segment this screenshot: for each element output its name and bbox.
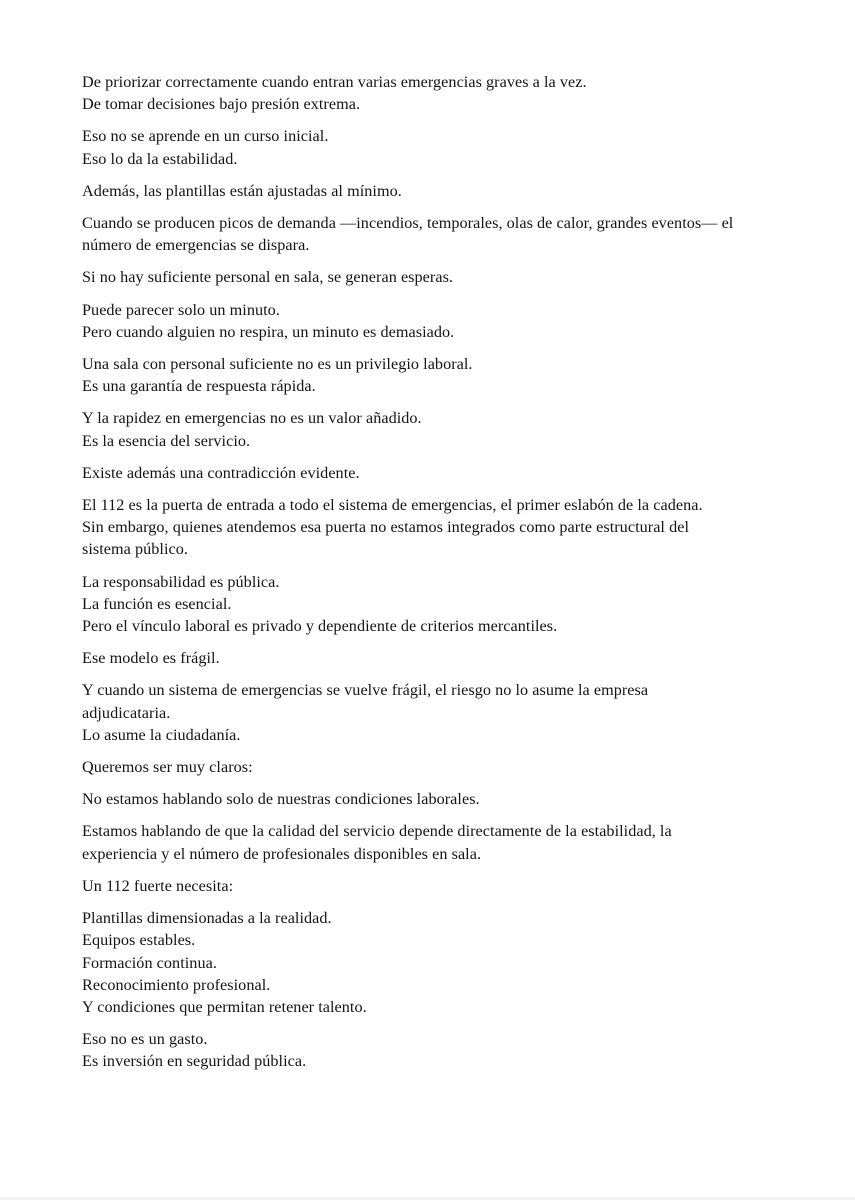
text-line: Un 112 fuerte necesita: (82, 876, 234, 895)
text-line: El 112 es la puerta de entrada a todo el sistema de emergencias, el primer eslabón de la cadena. (82, 496, 703, 515)
text-line: Lo asume la ciudadanía. (82, 725, 241, 744)
text-line: Sin embargo, quienes atendemos esa puerta no estamos integrados como parte estructural del (82, 518, 690, 537)
text-line: Es inversión en seguridad pública. (82, 1052, 307, 1071)
text-line: experiencia y el número de profesionales disponibles en sala. (82, 844, 482, 863)
text-line: Puede parecer solo un minuto. (82, 300, 280, 319)
paragraph (82, 462, 782, 484)
text-line: número de emergencias se dispara. (82, 236, 310, 255)
paragraph (82, 571, 782, 638)
text-line: De tomar decisiones bajo presión extrema. (82, 95, 361, 114)
paragraph (82, 71, 782, 115)
paragraph (82, 875, 782, 897)
paragraph (82, 679, 782, 746)
text-line: Queremos ser muy claros: (82, 758, 253, 777)
paragraph (82, 788, 782, 810)
text-line: De priorizar correctamente cuando entran varias emergencias graves a la vez. (82, 73, 587, 91)
text-line: Si no hay suficiente personal en sala, se generan esperas. (82, 268, 454, 287)
text-line: sistema público. (82, 540, 189, 559)
paragraph (82, 266, 782, 288)
text-line: Eso no se aprende en un curso inicial. (82, 127, 329, 146)
paragraph (82, 125, 782, 169)
text-line: adjudicataria. (82, 703, 171, 722)
text-line: Existe además una contradicción evidente. (82, 463, 360, 482)
text-line: Equipos estables. (82, 931, 196, 950)
text-line: Estamos hablando de que la calidad del servicio depende directamente de la estabilidad, la (82, 822, 672, 841)
text-line: Es una garantía de respuesta rápida. (82, 377, 316, 396)
document-body (82, 71, 782, 1083)
paragraph (82, 820, 782, 864)
text-line: Plantillas dimensionadas a la realidad. (82, 909, 332, 928)
paragraph (82, 407, 782, 451)
paragraph (82, 212, 782, 256)
text-line: Y la rapidez en emergencias no es un valor añadido. (82, 409, 422, 428)
text-line: Y condiciones que permitan retener talento. (82, 997, 367, 1016)
paragraph (82, 494, 782, 561)
text-line: Pero el vínculo laboral es privado y dependiente de criterios mercantiles. (82, 617, 558, 636)
text-line: La responsabilidad es pública. (82, 572, 280, 591)
text-line: La función es esencial. (82, 594, 232, 613)
text-line: Y cuando un sistema de emergencias se vuelve frágil, el riesgo no lo asume la empresa (82, 681, 649, 700)
paragraph (82, 353, 782, 397)
text-line: Cuando se producen picos de demanda —incendios, temporales, olas de calor, grandes eventos— el (82, 214, 734, 233)
paragraph (82, 299, 782, 343)
text-line: Ese modelo es frágil. (82, 649, 220, 668)
text-line: No estamos hablando solo de nuestras condiciones laborales. (82, 790, 480, 809)
text-line: Reconocimiento profesional. (82, 975, 271, 994)
paragraph (82, 1028, 782, 1072)
text-line: Eso lo da la estabilidad. (82, 149, 238, 168)
text-line: Es la esencia del servicio. (82, 431, 251, 450)
paragraph (82, 180, 782, 202)
paragraph (82, 756, 782, 778)
text-line: Una sala con personal suficiente no es un privilegio laboral. (82, 355, 473, 374)
text-line: Eso no es un gasto. (82, 1030, 208, 1049)
text-line: Formación continua. (82, 953, 217, 972)
paragraph (82, 647, 782, 669)
text-line: Además, las plantillas están ajustadas al mínimo. (82, 181, 402, 200)
text-line: Pero cuando alguien no respira, un minuto es demasiado. (82, 322, 455, 341)
paragraph (82, 907, 782, 1018)
